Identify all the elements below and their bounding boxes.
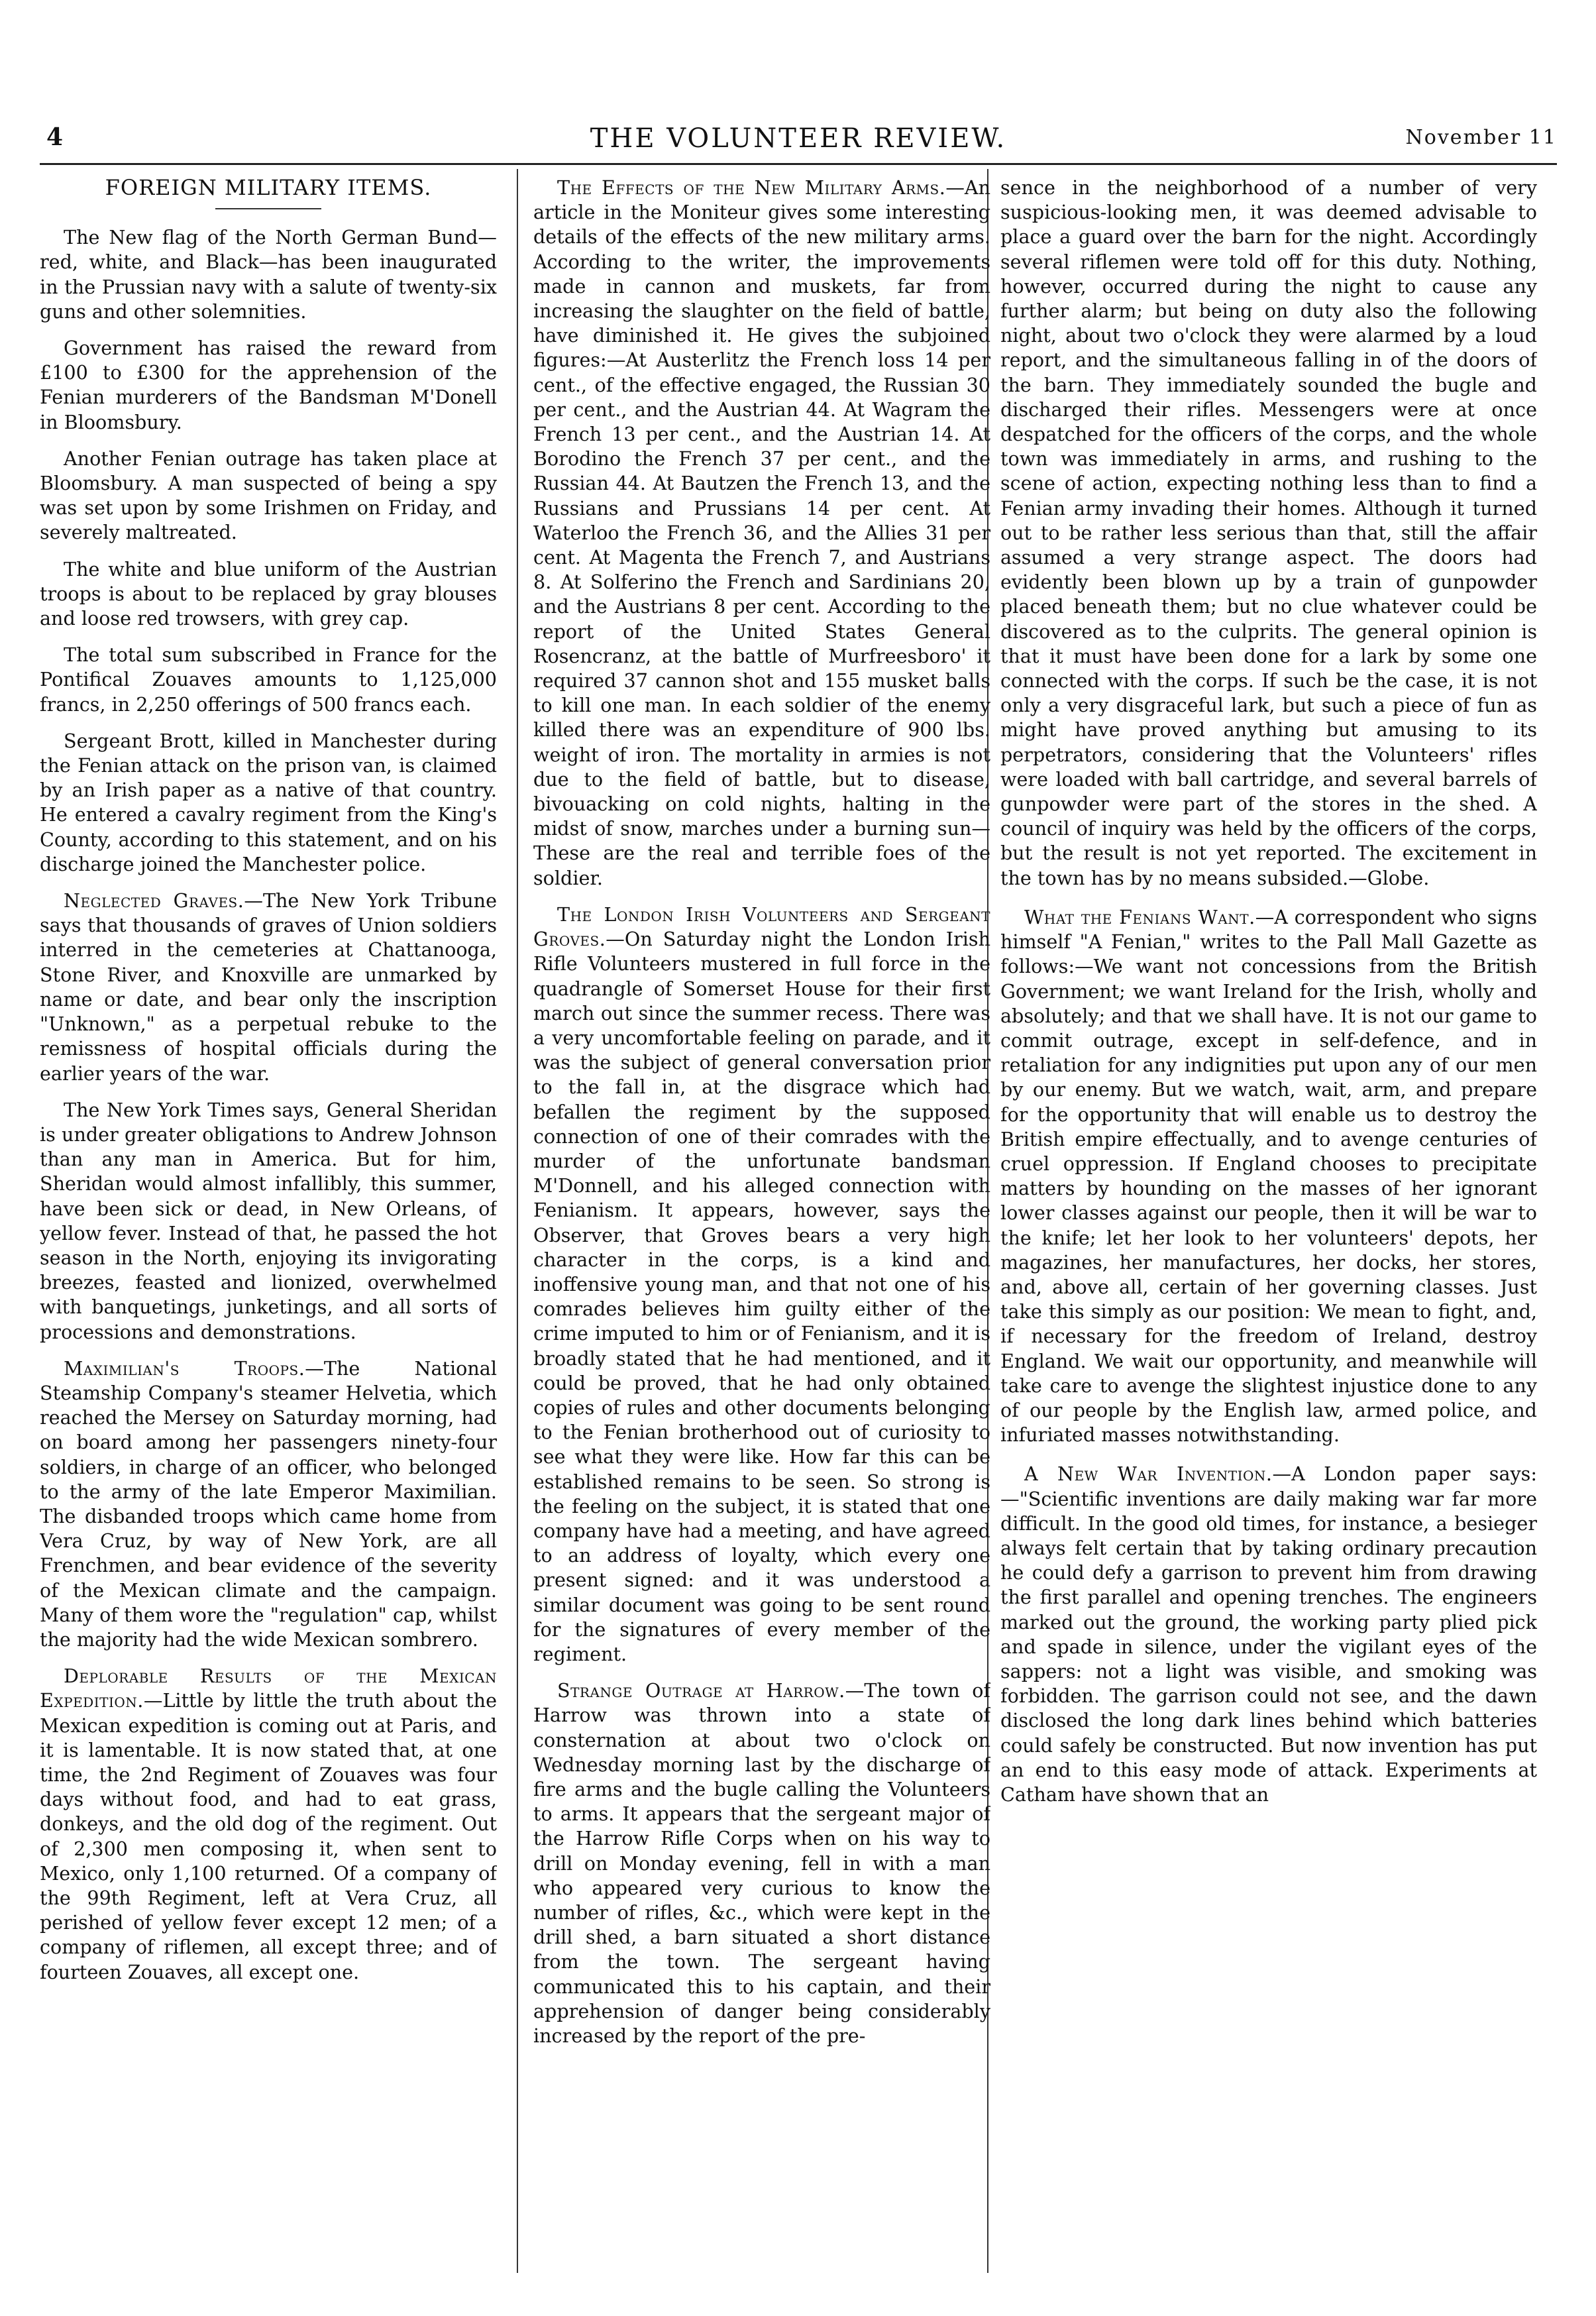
item-body: —The New York Tribune says that thousands of graves of Union soldiers interred in the cemeteries at Chattanooga, Stone River, and Knoxville are unmarked by name or date, and bear only the inscription "Unknown," as a perpetual rebuke to the remissness of hospital officials during the earlier years of the war. — [40, 889, 497, 1085]
column-3 — [1000, 176, 1537, 2270]
column-divider — [517, 169, 518, 2273]
header-rule — [40, 163, 1557, 165]
news-item — [40, 1664, 497, 1985]
section-title: FOREIGN MILITARY ITEMS. — [105, 176, 432, 200]
news-item: The total sum subscribed in France for the Pontifical Zouaves amounts to 1,125,000 francs, in 2,250 offerings of 500 francs each. — [40, 643, 497, 716]
news-item: Another Fenian outrage has taken place at Bloomsbury. A man suspected of being a spy was set upon by some Irishmen on Friday, and severely maltreated. — [40, 447, 497, 544]
item-body: —An article in the Moniteur gives some interesting details of the effects of the new military arms. According to the writer, the improvements made in cannon and muskets, far from increasing the slaughter on the field of battle, have diminished it. He gives the subjoined figures:—At Austerlitz the French loss 14 per cent., of the effective engaged, the Russian 30 per cent., and the Austrian 44. At Wagram the French 13 per cent., and the Austrian 14. At Borodino the French 37 per cent., and the Russian 44. At Bautzen the French 13, and the Russians and Prussians 14 per cent. At Waterloo the French 36, and the Allies 31 per cent. At Magenta the French 7, and Austrians 8. At Solferino the French and Sardinians 20, and the Austrians 8 per cent. According to the report of the United States General Rosencranz, at the battle of Murfreesboro' it required 37 cannon shot and 155 musket balls to kill one man. In each soldier of the enemy killed there was an expenditure of 900 lbs. weight of iron. The mortality in armies is not due to the field of battle, but to disease, bivouacking on cold nights, halting in the midst of snow, marches under a burning sun—These are the real and terrible foes of the soldier. — [533, 176, 990, 889]
item-body: —The town of Harrow was thrown into a state of consternation at about two o'clock on Wednesday morning last by the discharge of fire arms and the bugle calling the Volunteers to arms. It appears that the sergeant major of the Harrow Rifle Corps when on his way to drill on Monday evening, fell in with a man who appeared very curious to know the number of rifles, &c., which were kept in the drill shed, a barn situated a short distance from the town. The sergeant having communicated this to his captain, and their apprehension of danger being considerably increased by the report of the pre- — [533, 1679, 990, 2048]
news-item — [1000, 905, 1537, 1447]
page-number: 4 — [46, 123, 64, 151]
news-item — [533, 903, 990, 1667]
column-1 — [40, 176, 497, 2270]
news-item: Government has raised the reward from £100 to £300 for the apprehension of the Fenian murderers of the Bandsman M'Donell in Bloomsbury. — [40, 337, 497, 433]
item-heading: Deplorable Results of the Mexican Expedition. — [40, 1665, 497, 1712]
item-heading: The London Irish Volunteers and Sergeant Groves. — [533, 903, 990, 951]
news-item: The white and blue uniform of the Austrian troops is about to be replaced by gray blouses and loose red trowsers, with grey cap. — [40, 557, 497, 630]
item-body: —A correspondent who signs himself "A Fenian," writes to the Pall Mall Gazette as follows:—We want not concessions from the British Government; we want Ireland for the Irish, wholly and absolutely; and that we shall have. It is not our game to commit outrage, except in self-defence, and in retaliation for any indignities put upon any of our men by our enemy. But we watch, wait, arm, and prepare for the opportunity that will enable us to destroy the British empire effectually, and to avenge centuries of cruel oppression. If England chooses to precipitate matters by hounding on the masses of her ignorant lower classes against our people, then it will be war to the knife; let her look to her volunteers' depots, her magazines, her manufactures, her docks, her stores, and, above all, certain of her governing classes. Just take this simply as our position: We mean to fight, and, if necessary for the freedom of Ireland, destroy England. We wait our opportunity, and meanwhile will take care to avenge the slightest injustice done to any of our people by the English law, armed police, and infuriated masses notwithstanding. — [1000, 905, 1537, 1447]
item-heading: The Effects of the New Military Arms. — [557, 176, 946, 199]
item-heading: Maximilian's Troops. — [64, 1356, 305, 1380]
news-item — [533, 1679, 990, 2048]
publication-title: THE VOLUNTEER REVIEW. — [590, 123, 1007, 154]
item-body: —A London paper says:—"Scientific inventions are daily making war far more difficult. In the good old times, for instance, a besieger always felt certain that by taking ordinary precaution he could defy a garrison to prevent him from drawing the first parallel and opening trenches. The engineers marked out the ground, the working party plied pick and spade in silence, under the vigilant eyes of the sappers: not a light was visible, and smoking was forbidden. The garrison could not see, and the dawn disclosed the long dark lines behind which batteries could safely be constructed. But now invention has put an end to this easy mode of attack. Experiments at Catham have shown that an — [1000, 1462, 1537, 1806]
page-header — [40, 123, 1557, 163]
news-item — [40, 889, 497, 1086]
news-item — [40, 1356, 497, 1652]
item-heading: What the Fenians Want. — [1024, 905, 1255, 928]
item-heading: Neglected Graves. — [64, 889, 244, 912]
item-body: —Little by little the truth about the Mexican expedition is coming out at Paris, and it is lamentable. It is now stated that, at one time, the 2nd Regiment of Zouaves was four days without food, and had to eat grass, donkeys, and the old dog of the regiment. Out of 2,300 men composing it, when sent to Mexico, only 1,100 returned. Of a company of the 99th Regiment, left at Vera Cruz, all perished of yellow fever except 12 men; of a company of riflemen, all except three; and of fourteen Zouaves, all except one. — [40, 1689, 497, 1983]
item-heading: Strange Outrage at Harrow. — [557, 1679, 845, 1702]
news-item — [533, 176, 990, 891]
news-item: The New York Times says, General Sheridan is under greater obligations to Andrew Johnson than any man in America. But for him, Sheridan would almost infallibly, this summer, have been sick or dead, in New Orleans, of yellow fever. Instead of that, he passed the hot season in the North, enjoying its invigorating breezes, feasted and lionized, overwhelmed with banquetings, junketings, and all sorts of processions and demonstrations. — [40, 1098, 497, 1343]
item-body: —The National Steamship Company's steamer Helvetia, which reached the Mersey on Saturday morning, had on board among her passengers ninety-four soldiers, in charge of an officer, who belonged to the army of the late Emperor Maximilian. The disbanded troops which came home from Vera Cruz, by way of New York, are all Frenchmen, and bear evidence of the severity of the Mexican climate and the campaign. Many of them wore the "regulation" cap, whilst the majority had the wide Mexican sombrero. — [40, 1356, 497, 1651]
news-item: sence in the neighborhood of a number of very suspicious-looking men, it was deemed advisable to place a guard over the barn for the night. Accordingly several riflemen were told off for this duty. Nothing, however, occurred during the night to cause any further alarm; but being on duty also the following night, about two o'clock they were alarmed by a loud report, and the simultaneous falling in of the doors of the barn. They immediately sounded the bugle and discharged their rifles. Messengers were at once despatched for the officers of the corps, and the whole town was immediately in arms, and rushing to the scene of action, expecting nothing less than to find a Fenian army invading their homes. Although it turned out to be rather less serious than that, still the affair assumed a very strange aspect. The doors had evidently been blown up by a train of gunpowder placed beneath them; but no clue whatever could be discovered as to the culprits. The general opinion is that it must have been done for a lark by some one connected with the corps. If such be the case, it is not only a very disgraceful lark, but such a piece of fun as might have proved anything but amusing to its perpetrators, considering that the Volunteers' rifles were loaded with ball cartridge, and several barrels of gunpowder were part of the stores in the shed. A council of inquiry was held by the officers of the corps, but the result is not yet reported. The excitement in the town has by no means subsided.—Globe. — [1000, 176, 1537, 889]
column-2 — [533, 176, 990, 2270]
news-item: The New flag of the North German Bund—red, white, and Black—has been inaugurated in the Prussian navy with a salute of twenty-six guns and other solemnities. — [40, 226, 497, 323]
item-body: —On Saturday night the London Irish Rifle Volunteers mustered in full force in the quadrangle of Somerset House for their first march out since the summer recess. There was a very uncomfortable feeling on parade, and it was the subject of general conversation prior to the fall in, at the disgrace which had befallen the regiment by the supposed connection of one of their comrades with the murder of the unfortunate bandsman M'Donnell, and his alleged connection with Fenianism. It appears, however, says the Observer, that Groves bears a very high character in the corps, is a kind and inoffensive young man, and that not one of his comrades believes him guilty either of the crime imputed to him or of Fenianism, and it is broadly stated that he had mentioned, and it could be proved, that he had only obtained copies of rules and other documents belonging to the Fenian brotherhood out of curiosity to see what they were like. How far this can be established remains to be seen. So strong is the feeling on the subject, it is stated that one company have had a meeting, and have agreed to an address of loyalty, which every one present signed: and it was understood a similar document was going to be sent round for the signatures of every member of the regiment. — [533, 928, 990, 1665]
title-rule — [215, 208, 321, 209]
issue-date: November 11 — [1405, 126, 1557, 149]
news-item: Sergeant Brott, killed in Manchester during the Fenian attack on the prison van, is claimed by an Irish paper as a native of that country. He entered a cavalry regiment from the King's County, according to this statement, and on his discharge joined the Manchester police. — [40, 729, 497, 875]
item-heading: A New War Invention. — [1024, 1462, 1273, 1486]
news-item — [1000, 1462, 1537, 1807]
